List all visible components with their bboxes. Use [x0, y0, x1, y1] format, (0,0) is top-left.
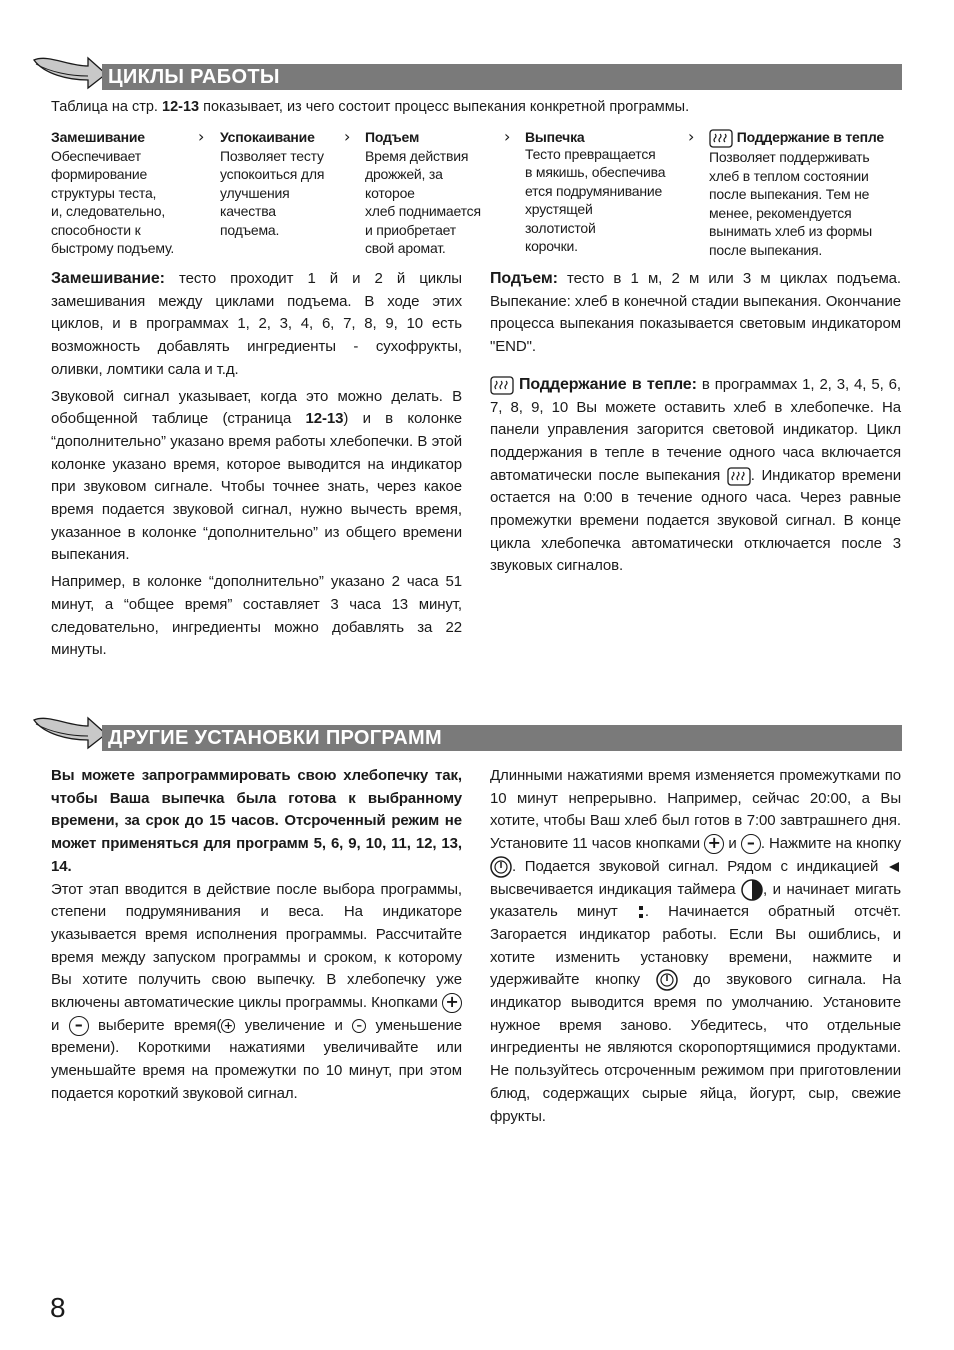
timer-icon: [741, 879, 763, 901]
example-paragraph: Например, в колонке “дополнительно” указано 2 часа 51 минут, а “общее время” составляет 3 часа 13 минут, следовательно, ингредиенты можно добавлять за 22 минуты.: [51, 573, 462, 659]
cycle-baking: Выпечка Тесто превращается в мякишь, обеспечива ется подрумянивание хрустящей золотистой корочки.: [525, 129, 666, 254]
keep-warm-icon: [727, 466, 751, 486]
plus-button-icon: +: [704, 834, 724, 854]
chevron-right-icon: ›: [504, 127, 511, 146]
minus-button-icon: –: [741, 834, 761, 854]
cycles-intro: Таблица на стр. 12-13 показывает, из чего состоит процесс выпекания конкретной программы.: [51, 99, 690, 115]
keep-warm-icon: [490, 375, 514, 395]
cycles-left-column: [51, 268, 462, 662]
keep-warm-icon: [709, 128, 733, 148]
cycles-right-column: [490, 268, 901, 578]
beep-paragraph: Звуковой сигнал указывает, когда это можно делать. В обобщенной таблице (страница 12-13) и в колонке “дополнительно” указано время работы хлебопечки. В этой колонке указано время, которое выводится на индикатор при звуковом сигнале. Чтобы точнее знать, через какое время подается звуковой сигнал, нужно вычесть время, указанное в колонке “дополнительно” из общего времени выпекания.: [51, 387, 462, 564]
section-arrow-icon: [28, 712, 108, 752]
settings-left-column: [51, 765, 462, 1106]
kneading-paragraph: Замешивание: тесто проходит 1 й и 2 й циклы замешивания между циклами подъема. В ходе этих циклов, и в программах 1, 2, 3, 4, 6, 7, 8, 9, 10 есть возможность добавлять ингредиенты - сухофрукты, оливки, ломтики сала и т.д.: [51, 270, 462, 378]
minus-button-icon: –: [352, 1019, 366, 1033]
start-stop-button-icon: [490, 856, 512, 878]
indicator-arrow-icon: [887, 861, 901, 873]
plus-button-icon: +: [442, 993, 462, 1013]
page-number: 8: [50, 1292, 66, 1323]
cycle-keep-warm: Поддержание в тепле Позволяет поддерживать хлеб в теплом состоянии после выпекания. Тем не менее, рекомендуется вынимать хлеб из формы после выпекания.: [709, 129, 884, 258]
section-title-cycles: ЦИКЛЫ РАБОТЫ: [102, 64, 902, 90]
section-arrow-icon: [28, 52, 108, 92]
delay-intro-bold: Вы можете запрограммировать свою хлебопечку так, чтобы Ваша выпечка была готова к выбранному времени, за срок до 15 часов. Отсроченный режим не может применяться для программ 5, 6, 9, 10, 11, 12, 13, 14.: [51, 767, 462, 875]
minute-pointer-icon: [637, 904, 645, 920]
rising-paragraph: Подъем: тесто в 1 м, 2 м или 3 м циклах подъема. Выпекание: хлеб в конечной стадии выпекания. Окончание процесса выпекания показывается световым индикатором "END".: [490, 270, 901, 356]
plus-button-icon: +: [221, 1019, 235, 1033]
cycle-resting: Успокаивание Позволяет тесту успокоиться для улучшения качества подъема.: [220, 129, 325, 238]
start-stop-button-icon: [656, 969, 678, 991]
minus-button-icon: –: [69, 1016, 89, 1036]
cycle-kneading: Замешивание Обеспечивает формирование структуры теста, и, следовательно, способности к быстрому подъему.: [51, 129, 175, 256]
cycle-rising: Подъем Время действия дрожжей, за которое хлеб поднимается и приобретает свой аромат.: [365, 129, 481, 256]
chevron-right-icon: ›: [688, 127, 695, 146]
delay-long-press-paragraph: Длинными нажатиями время изменяется промежутками по 10 минут непрерывно. Например, сейчас 20:00, а Вы хотите, чтобы Ваш хлеб был готов в 7:00 завтрашнего дня. Установите 11 часов кнопками + и – . Нажмите на кнопку . Подается звуковой сигнал. Рядом с индикацией высвечивается индикация таймера , и начинает мигать указатель минут . Начинается обратный отсчёт. Загорается индикатор работы. Если Вы ошиблись, и хотите изменить установку времени, нажмите и удерживайте кнопку до звукового сигнала. На индикатор выводится время по умолчанию. Установите нужное время заново. Убедитесь, что отдельные ингредиенты не являются скоропортящимися продуктами. Не пользуйтесь отсроченным режимом при приготовлении блюд, содержащих сырые яйца, йогурт, сыр, свежие фрукты.: [490, 767, 901, 1125]
delay-instructions: Этот этап вводится в действие после выбора программы, степени подрумянивания и веса. На индикаторе указывается время исполнения программы. Рассчитайте время между запуском программы и сроком, к которому Вы хотите получить свою выпечку. В хлебопечку уже включены автоматические циклы программы. Кнопками + и – выберите время( + увеличение и – уменьшение времени). Короткими нажатиями увеличивайте или уменьшайте время на промежутки по 10 минут, при этом подается короткий звуковой сигнал.: [51, 880, 462, 1102]
chevron-right-icon: ›: [198, 127, 205, 146]
keep-warm-paragraph: Поддержание в тепле: в программах 1, 2, 3, 4, 5, 6, 7, 8, 9, 10 Вы можете оставить хлеб в хлебопечке. На панели управления загорится световой индикатор. Цикл поддержания в тепле в течение одного часа включается автоматически после выпекания . Индикатор времени остается на 0:00 в течение одного часа. Через равные промежутки времени подается звуковой сигнал. В конце цикла хлебопечка автоматически отключается после 3 звуковых сигналов.: [490, 375, 902, 575]
settings-right-column: [490, 765, 901, 1128]
chevron-right-icon: ›: [344, 127, 351, 146]
section-title-other-settings: ДРУГИЕ УСТАНОВКИ ПРОГРАММ: [102, 725, 902, 751]
